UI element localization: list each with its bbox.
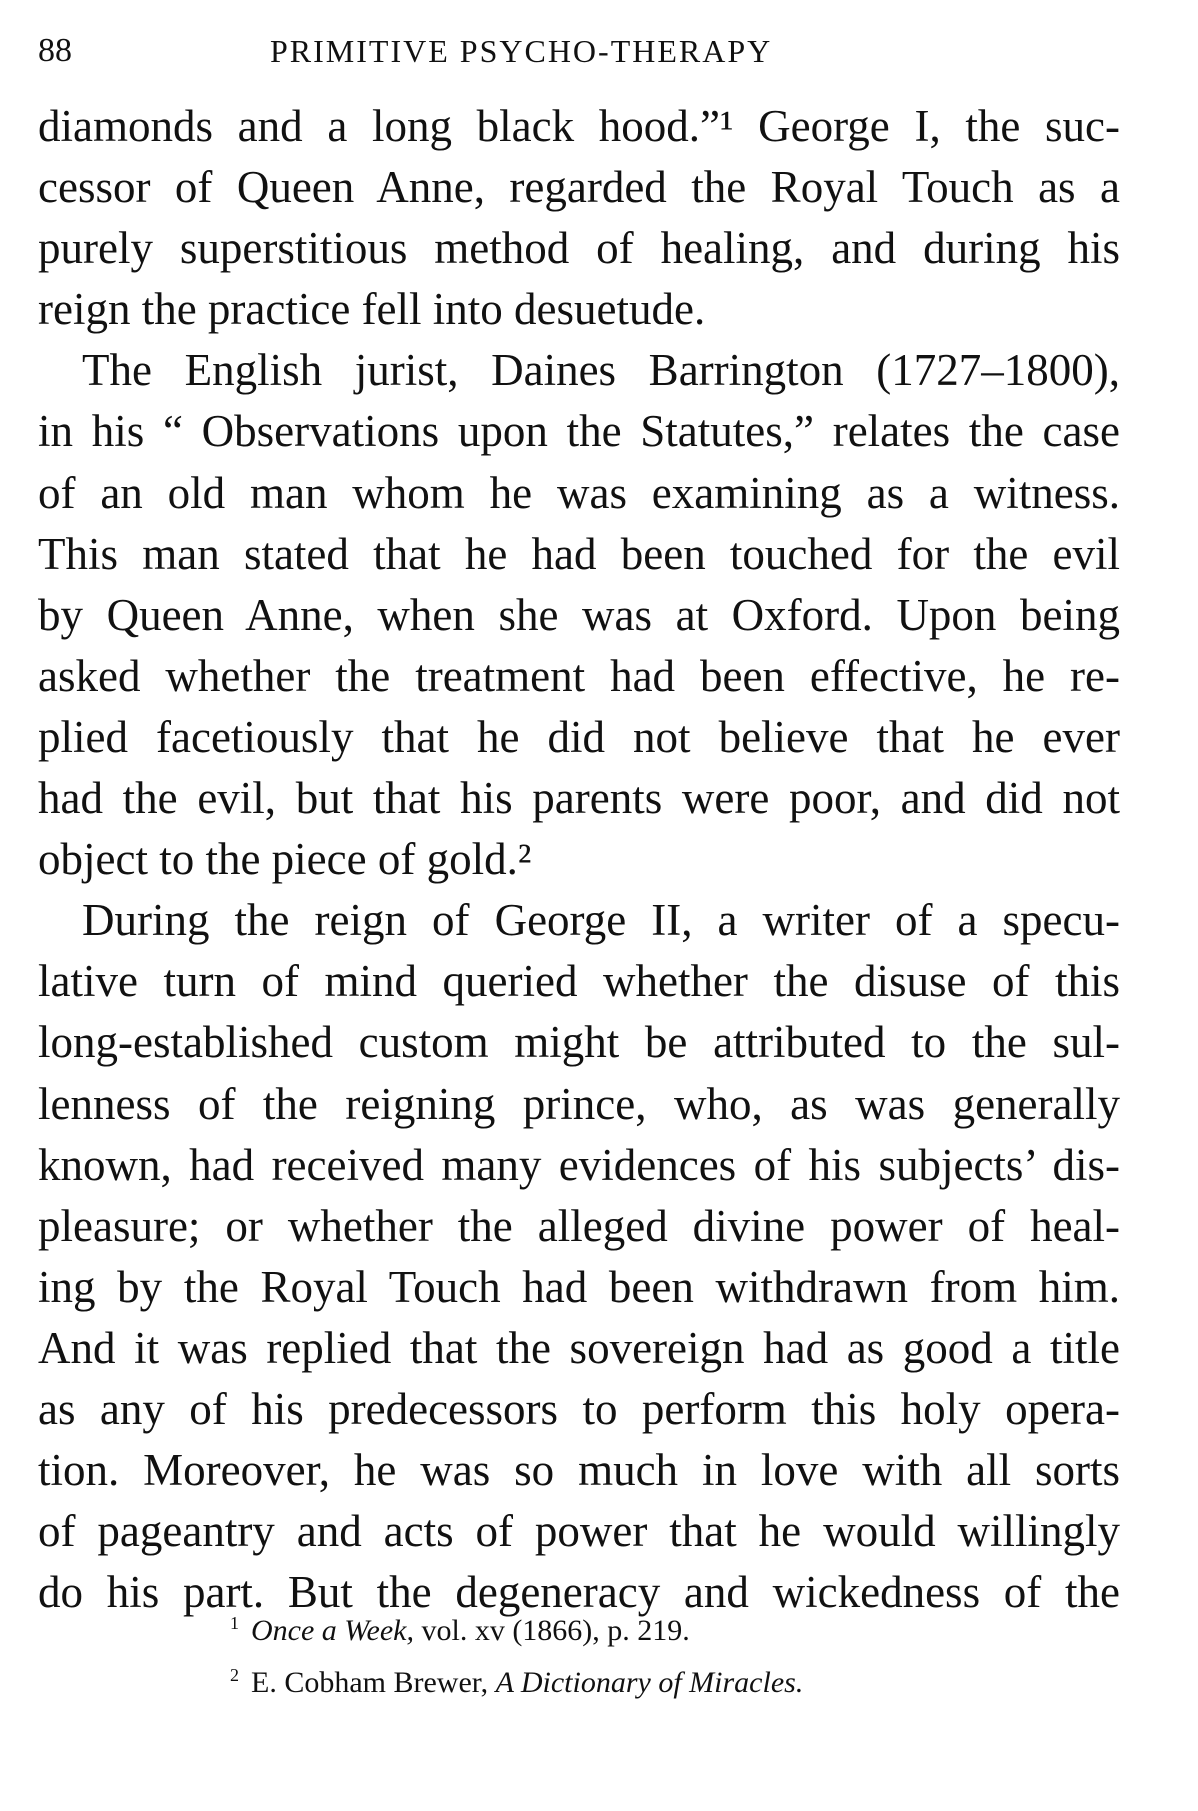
text-line: pleasure; or whether the alleged divine power of heal- (38, 1200, 1120, 1251)
text-line: ing by the Royal Touch had been withdrawn from him. (38, 1261, 1120, 1312)
text-line: had the evil, but that his parents were poor, and did not (38, 773, 1120, 824)
text-line: cessor of Queen Anne, regarded the Royal Touch as a (38, 162, 1120, 213)
text-line: of an old man whom he was examining as a witness. (38, 467, 1120, 518)
text-line: asked whether the treatment had been effective, he re- (38, 650, 1120, 701)
text-line: tion. Moreover, he was so much in love with all sorts (38, 1445, 1120, 1496)
text-line: plied facetiously that he did not believe that he ever (38, 711, 1120, 762)
footnote-title: Once a Week, (251, 1614, 414, 1647)
footnote-text: vol. xv (1866), p. 219. (413, 1614, 690, 1647)
text-line: do his part. But the degeneracy and wickedness of the (38, 1567, 1120, 1618)
body-text (38, 96, 1120, 1623)
text-line: lenness of the reigning prince, who, as was generally (38, 1078, 1120, 1129)
footnote-2 (230, 1653, 1090, 1705)
text-line: This man stated that he had been touched for the evil (38, 528, 1120, 579)
text-line: in his “ Observations upon the Statutes,” relates the case (38, 406, 1120, 457)
running-title: PRIMITIVE PSYCHO-THERAPY (270, 33, 773, 69)
text-line: And it was replied that the sovereign had as good a title (38, 1322, 1120, 1373)
footnote-text: E. Cobham Brewer, (251, 1666, 496, 1699)
footnote-1 (230, 1601, 1090, 1653)
text-line: object to the piece of gold.² (38, 834, 532, 885)
text-line: known, had received many evidences of his subjects’ dis- (38, 1139, 1120, 1190)
text-line: diamonds and a long black hood.”¹ George I, the suc- (38, 101, 1120, 151)
text-line: by Queen Anne, when she was at Oxford. Upon being (38, 589, 1120, 640)
page-number: 88 (38, 32, 72, 69)
text-line: as any of his predecessors to perform this holy opera- (38, 1383, 1120, 1434)
text-line: During the reign of George II, a writer of a specu- (82, 895, 1120, 946)
footnote-title: A Dictionary of Miracles. (495, 1666, 804, 1699)
text-line: The English jurist, Daines Barrington (1727–1800), (82, 345, 1120, 396)
footnote-marker: 2 (230, 1665, 239, 1685)
text-line: lative turn of mind queried whether the disuse of this (38, 956, 1120, 1007)
running-head (38, 26, 1120, 76)
footnote-marker: 1 (230, 1613, 239, 1633)
text-line: long-established custom might be attributed to the sul- (38, 1017, 1120, 1068)
text-line: of pageantry and acts of power that he would willingly (38, 1506, 1120, 1557)
text-line: reign the practice fell into desuetude. (38, 284, 706, 335)
footnotes (230, 1601, 1090, 1705)
text-line: purely superstitious method of healing, and during his (38, 223, 1120, 274)
